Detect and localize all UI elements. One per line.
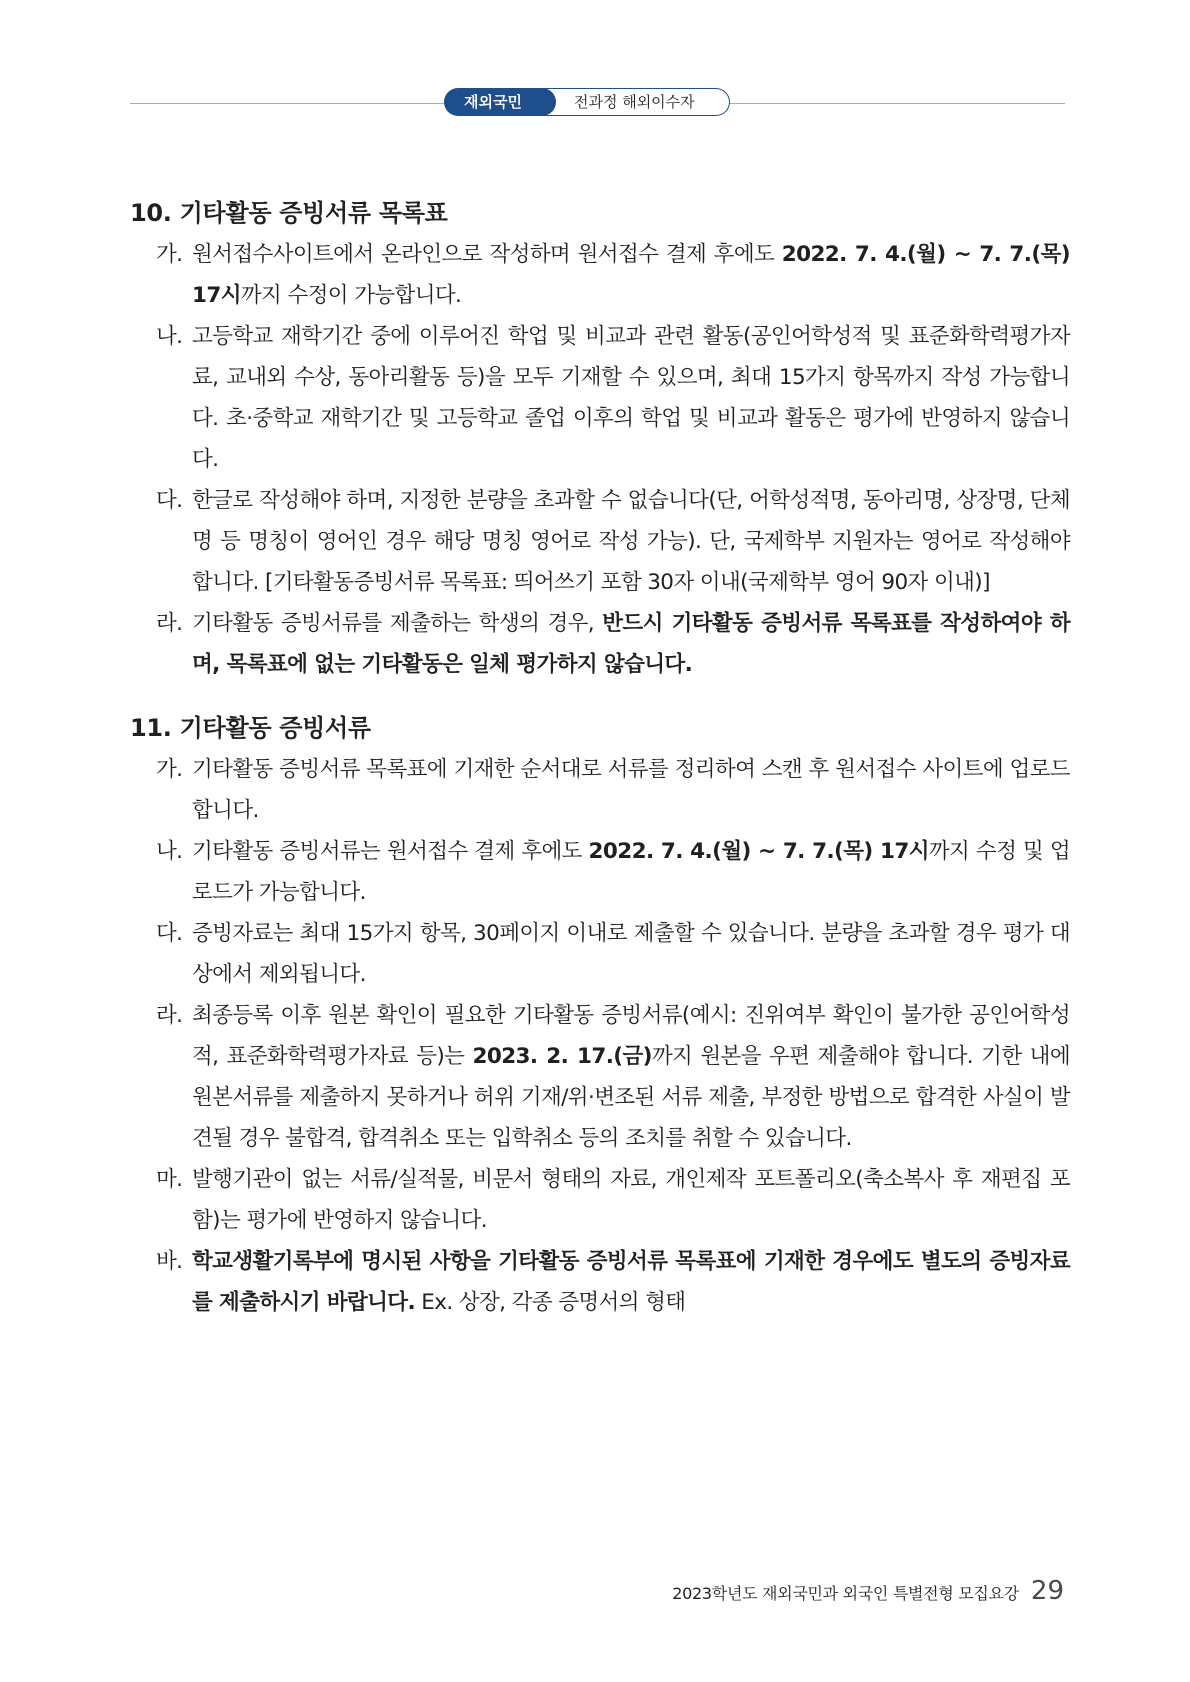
header-tab xyxy=(444,88,730,116)
body-text: 까지 수정이 가능합니다. xyxy=(240,283,462,308)
list-item xyxy=(130,480,1070,603)
emphasis-text: 학교생활기록부에 명시된 사항을 기타활동 증빙서류 목록표에 기재한 경우에도 별도의 증빙자료를 제출하시기 바랍니다. xyxy=(192,1249,1070,1315)
emphasis-text: 2022. 7. 4.(월) ~ 7. 7.(목) 17시 xyxy=(588,839,929,864)
section-title: 10. 기타활동 증빙서류 목록표 xyxy=(130,199,448,227)
body-text: 기타활동 증빙서류는 원서접수 결제 후에도 xyxy=(192,839,589,864)
body-text: 고등학교 재학기간 중에 이루어진 학업 및 비교과 관련 활동(공인어학성적 및 표준화학력평가자료, 교내외 수상, 동아리활동 등)을 모두 기재할 수 있으며, 최대 15가지 항목까지 작성 가능합니다. 초·중학교 재학기간 및 고등학교 졸업 이후의 학업 및 비교과 활동은 평가에 반영하지 않습니다. xyxy=(192,324,1070,472)
body-text: 증빙자료는 최대 15가지 항목, 30페이지 이내로 제출할 수 있습니다. 분량을 초과할 경우 평가 대상에서 제외됩니다. xyxy=(192,921,1070,987)
page-footer xyxy=(672,1576,1064,1606)
body-text: 최종등록 이후 원본 확인이 필요한 기타활동 증빙서류(예시: 진위여부 확인이 불가한 공인어학성적, 표준화학력평가자료 등)는 xyxy=(192,1003,1070,1069)
list-item-text xyxy=(192,749,1070,831)
list-item-text xyxy=(192,1159,1070,1241)
list-item-text xyxy=(192,995,1070,1159)
list-item-marker: 라. xyxy=(156,611,183,636)
footer-title: 2023학년도 재외국민과 외국인 특별전형 모집요강 xyxy=(672,1584,1019,1603)
list-item-text xyxy=(192,603,1070,685)
emphasis-text: 반드시 기타활동 증빙서류 목록표를 작성하여야 하며, 목록표에 없는 기타활동은 일체 평가하지 않습니다. xyxy=(192,611,1070,677)
list-item xyxy=(130,831,1070,913)
list-item xyxy=(130,316,1070,480)
list-item-text xyxy=(192,1241,1070,1323)
list-item-marker: 마. xyxy=(156,1167,183,1192)
emphasis-text: 2022. 7. 4.(월) ~ 7. 7.(목) 17시 xyxy=(192,242,1070,308)
list-item-marker: 가. xyxy=(156,757,183,782)
list-item-text xyxy=(192,913,1070,995)
list-item xyxy=(130,749,1070,831)
list-item-text xyxy=(192,831,1070,913)
list-item-marker: 나. xyxy=(156,839,183,864)
list-item-text xyxy=(192,234,1070,316)
list-item-marker: 나. xyxy=(156,324,183,349)
body-text: 까지 수정 및 업로드가 가능합니다. xyxy=(192,839,1070,905)
body-text: 한글로 작성해야 하며, 지정한 분량을 초과할 수 없습니다(단, 어학성적명, 동아리명, 상장명, 단체명 등 명칭이 영어인 경우 해당 명칭 영어로 작성 가능). 단, 국제학부 지원자는 영어로 작성해야 합니다. [기타활동증빙서류 목록표: 띄어쓰기 포함 30자 이내(국제학부 영어 90자 이내)] xyxy=(192,488,1070,595)
emphasis-text: 2023. 2. 17.(금) xyxy=(472,1044,652,1069)
section xyxy=(130,196,1070,685)
page-number: 29 xyxy=(1030,1576,1064,1606)
list-item xyxy=(130,603,1070,685)
body-text: 원서접수사이트에서 온라인으로 작성하며 원서접수 결제 후에도 xyxy=(192,242,782,267)
body-text: 까지 원본을 우편 제출해야 합니다. 기한 내에 원본서류를 제출하지 못하거나 허위 기재/위·변조된 서류 제출, 부정한 방법으로 합격한 사실이 발견될 경우 불합격, 합격취소 또는 입학취소 등의 조치를 취할 수 있습니다. xyxy=(192,1044,1070,1151)
header-tab-primary: 재외국민 xyxy=(444,88,544,116)
list-item-text xyxy=(192,480,1070,603)
list-item-marker: 라. xyxy=(156,1003,183,1028)
list-item-text xyxy=(192,316,1070,480)
body-text: 기타활동 증빙서류를 제출하는 학생의 경우, xyxy=(192,611,603,636)
body-text: 기타활동 증빙서류 목록표에 기재한 순서대로 서류를 정리하여 스캔 후 원서접수 사이트에 업로드 합니다. xyxy=(192,757,1070,823)
section-title: 11. 기타활동 증빙서류 xyxy=(130,714,371,742)
list-item-marker: 다. xyxy=(156,921,183,946)
list-item-marker: 가. xyxy=(156,242,183,267)
body-text: Ex. 상장, 각종 증명서의 형태 xyxy=(415,1290,686,1315)
document-body xyxy=(130,196,1070,1349)
section xyxy=(130,711,1070,1323)
list-item xyxy=(130,1159,1070,1241)
list-item xyxy=(130,234,1070,316)
list-item-marker: 바. xyxy=(156,1249,183,1274)
header-tab-secondary: 전과정 해외이수자 xyxy=(532,88,730,116)
list-item-marker: 다. xyxy=(156,488,183,513)
list-item xyxy=(130,1241,1070,1323)
body-text: 발행기관이 없는 서류/실적물, 비문서 형태의 자료, 개인제작 포트폴리오(축소복사 후 재편집 포함)는 평가에 반영하지 않습니다. xyxy=(192,1167,1070,1233)
list-item xyxy=(130,995,1070,1159)
list-item xyxy=(130,913,1070,995)
